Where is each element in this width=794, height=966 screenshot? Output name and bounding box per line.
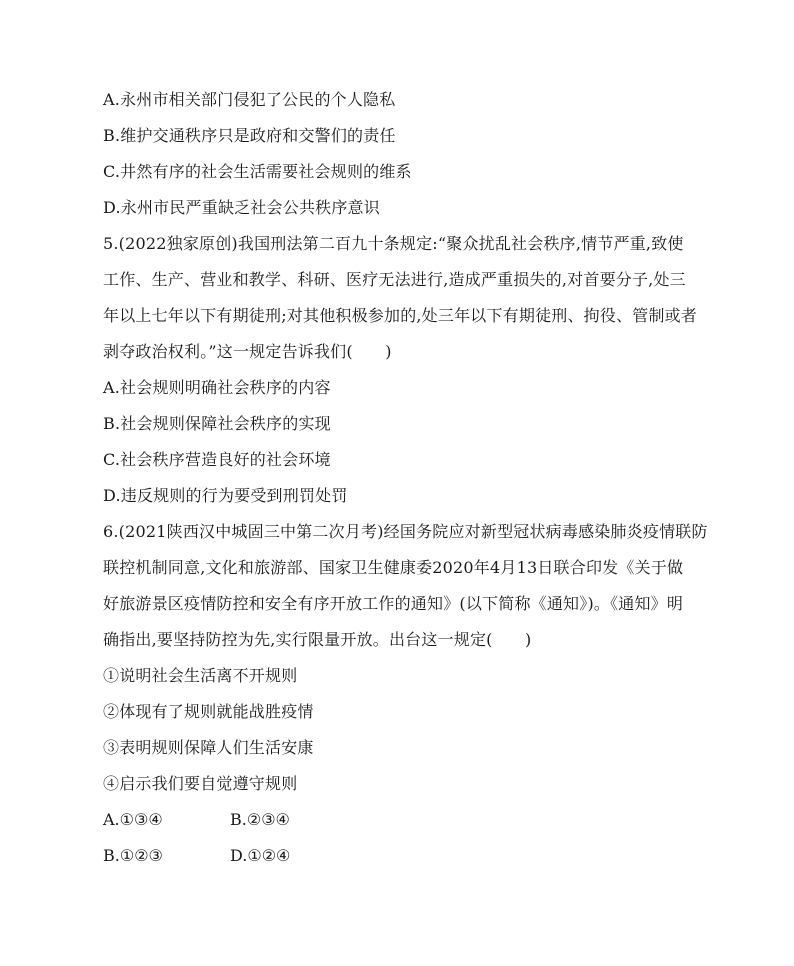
q5-stem-line-3: 年以上七年以下有期徒刑;对其他积极参加的,处三年以下有期徒刑、拘役、管制或者: [103, 306, 698, 325]
q4-option-b: B.维护交通秩序只是政府和交警们的责任: [103, 126, 396, 145]
q5-option-c: C.社会秩序营造良好的社会环境: [103, 450, 331, 469]
q6-statement-1: ①说明社会生活离不开规则: [103, 666, 298, 685]
q6-statement-3: ③表明规则保障人们生活安康: [103, 738, 314, 757]
q6-options-row-2: [103, 846, 291, 866]
q5-stem-line-4: 剥夺政治权利。”这一规定告诉我们( ): [103, 342, 392, 361]
q6-stem-line-2: 联控机制同意,文化和旅游部、国家卫生健康委2020年4月13日联合印发《关于做: [103, 558, 684, 577]
q5-stem-line-1: 5.(2022独家原创)我国刑法第二百九十条规定:“聚众扰乱社会秩序,情节严重,致使: [103, 234, 684, 253]
q6-options-row-1: [103, 810, 290, 830]
q6-option-c: B.①②③: [103, 846, 163, 865]
q6-option-b: B.②③④: [230, 810, 290, 829]
q5-option-b: B.社会规则保障社会秩序的实现: [103, 414, 331, 433]
q6-option-a: A.①③④: [103, 810, 163, 829]
q4-option-c: C.井然有序的社会生活需要社会规则的维系: [103, 162, 412, 181]
q6-option-d: D.①②④: [230, 846, 291, 865]
q4-option-d: D.永州市民严重缺乏社会公共秩序意识: [103, 198, 380, 217]
q6-stem-line-4: 确指出,要坚持防控为先,实行限量开放。出台这一规定( ): [103, 630, 532, 649]
q4-option-a: A.永州市相关部门侵犯了公民的个人隐私: [103, 90, 396, 109]
q6-statement-2: ②体现有了规则就能战胜疫情: [103, 702, 314, 721]
q6-stem-line-3: 好旅游景区疫情防控和安全有序开放工作的通知》(以下简称《通知》)。《通知》明: [103, 594, 684, 613]
q6-statement-4: ④启示我们要自觉遵守规则: [103, 774, 298, 793]
q5-stem-line-2: 工作、生产、营业和教学、科研、医疗无法进行,造成严重损失的,对首要分子,处三: [103, 270, 686, 289]
q6-stem-line-1: 6.(2021陕西汉中城固三中第二次月考)经国务院应对新型冠状病毒感染肺炎疫情联防: [103, 522, 708, 541]
q5-option-a: A.社会规则明确社会秩序的内容: [103, 378, 331, 397]
q5-option-d: D.违反规则的行为要受到刑罚处罚: [103, 486, 348, 505]
